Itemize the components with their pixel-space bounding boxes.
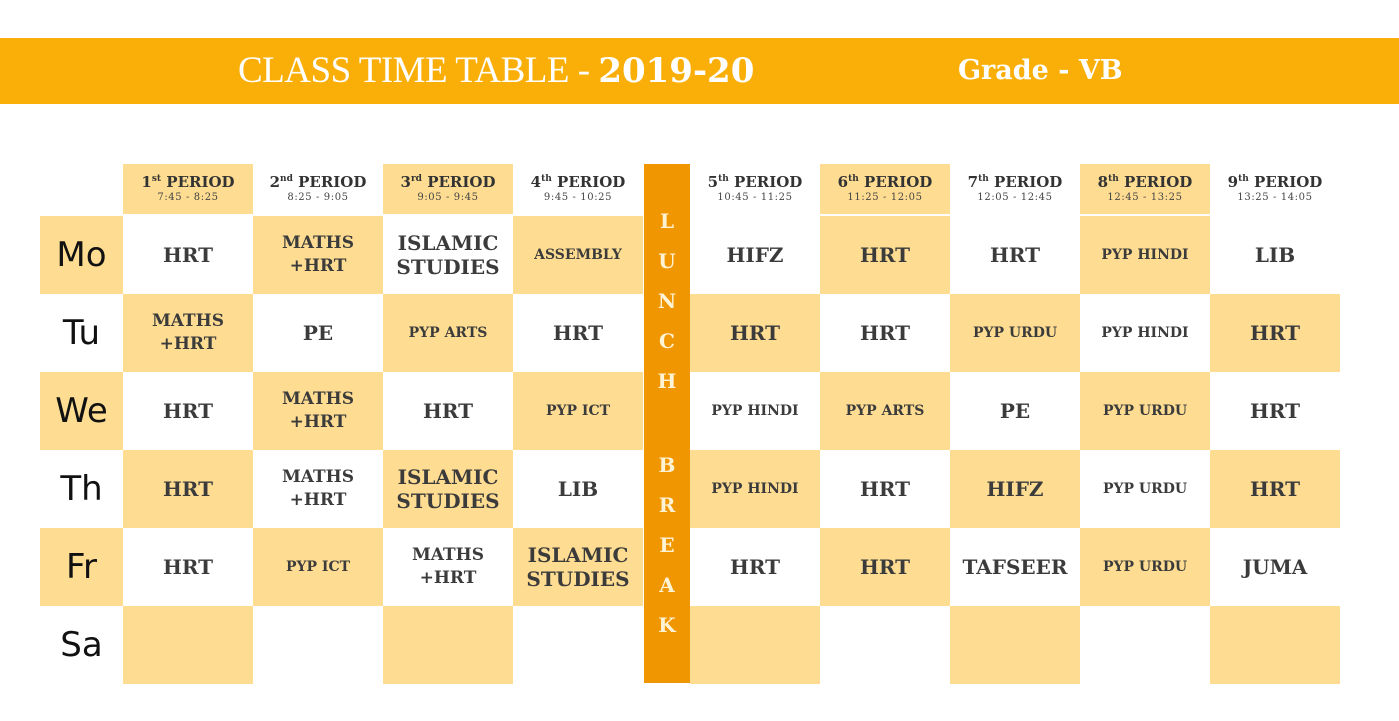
timetable-cell [123, 450, 253, 528]
timetable-cell [513, 450, 643, 528]
subject-text: HRT [552, 321, 604, 345]
subject-text: PYP HINDI [1101, 325, 1189, 341]
title-main: CLASS TIME TABLE - [238, 50, 599, 91]
period-label: PERIOD [161, 173, 235, 191]
timetable-cell [383, 216, 513, 294]
subject-text: HRT [859, 243, 911, 267]
timetable-cell [950, 372, 1080, 450]
timetable-cell [383, 528, 513, 606]
timetable-cell [253, 528, 383, 606]
period-name [531, 173, 626, 191]
subject-text: PYP ARTS [408, 325, 488, 341]
period-header [253, 164, 383, 214]
period-label: PERIOD [858, 173, 933, 191]
timetable-cell [1080, 528, 1210, 606]
period-time: 7:45 - 8:25 [157, 192, 219, 203]
period-time: 12:45 - 13:25 [1107, 192, 1183, 203]
timetable-cell [513, 294, 643, 372]
timetable-cell [1210, 372, 1340, 450]
subject-text: HRT [162, 399, 214, 423]
timetable-cell [820, 606, 950, 684]
period-name [401, 173, 496, 191]
timetable-cell [820, 528, 950, 606]
period-header [1080, 164, 1210, 214]
lunch-letter: A [659, 573, 675, 597]
subject-text: PYP HINDI [711, 481, 799, 497]
timetable-cell [1080, 606, 1210, 684]
timetable-cell [123, 528, 253, 606]
timetable-cell [513, 528, 643, 606]
subject-text: HRT [422, 399, 474, 423]
timetable-cell [383, 450, 513, 528]
grade-label: Grade - VB [958, 55, 1123, 86]
title-banner [0, 38, 1399, 104]
subject-text: LIB [1254, 243, 1296, 267]
day-label: Fr [40, 528, 123, 606]
period-number: 9 [1227, 173, 1239, 191]
period-number: 1 [141, 173, 152, 191]
timetable-cell [383, 606, 513, 684]
timetable-cell [383, 372, 513, 450]
timetable-cell [253, 216, 383, 294]
subject-text: ISLAMIC STUDIES [396, 465, 500, 513]
period-ordinal: th [1108, 174, 1119, 184]
timetable-cell [513, 216, 643, 294]
period-time: 10:45 - 11:25 [717, 192, 793, 203]
period-time: 13:25 - 14:05 [1237, 192, 1313, 203]
period-header [690, 164, 820, 214]
period-name [1228, 173, 1323, 191]
timetable-cell [820, 450, 950, 528]
period-label: PERIOD [1248, 173, 1323, 191]
timetable-cell [123, 606, 253, 684]
subject-text: MATHS +HRT [151, 311, 225, 354]
timetable-cell [690, 450, 820, 528]
day-label: Mo [40, 216, 123, 294]
period-label: PERIOD [728, 173, 803, 191]
period-ordinal: th [1238, 174, 1249, 184]
timetable-cell [690, 606, 820, 684]
subject-text: HRT [859, 477, 911, 501]
timetable-cell [820, 372, 950, 450]
timetable-cell [950, 216, 1080, 294]
timetable-cell [1210, 450, 1340, 528]
period-name [838, 173, 933, 191]
period-header [820, 164, 950, 214]
period-label: PERIOD [1118, 173, 1193, 191]
subject-text: PYP HINDI [1101, 247, 1189, 263]
day-label: Th [40, 450, 123, 528]
subject-text: HRT [162, 477, 214, 501]
timetable-cell [950, 294, 1080, 372]
period-ordinal: th [718, 174, 729, 184]
subject-text: HIFZ [726, 243, 784, 267]
timetable-cell [950, 606, 1080, 684]
day-label: Sa [40, 606, 123, 684]
timetable-cell [950, 450, 1080, 528]
timetable-cell [1080, 372, 1210, 450]
subject-text: HRT [729, 321, 781, 345]
subject-text: HRT [162, 555, 214, 579]
period-ordinal: th [978, 174, 989, 184]
timetable-cell [123, 216, 253, 294]
lunch-letter: C [659, 329, 675, 353]
period-name [968, 173, 1063, 191]
timetable-cell [253, 372, 383, 450]
timetable-cell [513, 372, 643, 450]
subject-text: HRT [729, 555, 781, 579]
period-ordinal: st [151, 174, 162, 184]
subject-text: ISLAMIC STUDIES [526, 543, 630, 591]
timetable-cell [513, 606, 643, 684]
page-title [238, 48, 754, 94]
subject-text: TAFSEER [962, 555, 1068, 579]
timetable-cell [820, 216, 950, 294]
timetable-cell [1080, 294, 1210, 372]
timetable-cell [690, 528, 820, 606]
subject-text: HRT [162, 243, 214, 267]
timetable-cell [1210, 294, 1340, 372]
period-time: 12:05 - 12:45 [977, 192, 1053, 203]
period-time: 9:45 - 10:25 [543, 192, 613, 203]
timetable-cell [123, 294, 253, 372]
timetable-cell [1210, 528, 1340, 606]
period-label: PERIOD [551, 173, 626, 191]
period-header [383, 164, 513, 214]
period-name [708, 173, 803, 191]
period-number: 8 [1097, 173, 1109, 191]
subject-text: PYP URDU [1102, 403, 1188, 419]
day-label: Tu [40, 294, 123, 372]
subject-text: HRT [989, 243, 1041, 267]
subject-text: PYP URDU [972, 325, 1058, 341]
timetable-cell [820, 294, 950, 372]
subject-text: PYP ICT [285, 559, 351, 575]
subject-text: PYP HINDI [711, 403, 799, 419]
period-number: 3 [400, 173, 411, 191]
timetable-cell [253, 450, 383, 528]
subject-text: HIFZ [986, 477, 1044, 501]
subject-text: HRT [859, 321, 911, 345]
lunch-break-bar [644, 164, 690, 683]
period-number: 4 [530, 173, 542, 191]
period-name [1098, 173, 1193, 191]
subject-text: LIB [557, 477, 599, 501]
lunch-letter: E [659, 533, 675, 557]
timetable-cell [1210, 216, 1340, 294]
subject-text: HRT [859, 555, 911, 579]
subject-text: PYP ARTS [845, 403, 925, 419]
period-number: 5 [707, 173, 719, 191]
lunch-letter: R [658, 493, 676, 517]
period-header [123, 164, 253, 214]
subject-text: PYP URDU [1102, 559, 1188, 575]
timetable-cell [1080, 216, 1210, 294]
period-name [270, 173, 367, 191]
subject-text: MATHS +HRT [281, 233, 355, 276]
period-label: PERIOD [988, 173, 1063, 191]
period-time: 8:25 - 9:05 [287, 192, 349, 203]
subject-text: ISLAMIC STUDIES [396, 231, 500, 279]
period-number: 2 [269, 173, 281, 191]
timetable-cell [1210, 606, 1340, 684]
period-time: 9:05 - 9:45 [417, 192, 479, 203]
period-number: 6 [837, 173, 849, 191]
period-ordinal: th [541, 174, 552, 184]
subject-text: HRT [1249, 321, 1301, 345]
timetable-cell [690, 294, 820, 372]
period-time: 11:25 - 12:05 [847, 192, 923, 203]
period-header [950, 164, 1080, 214]
subject-text: ASSEMBLY [534, 247, 622, 263]
subject-text: PE [999, 399, 1031, 423]
timetable-cell [950, 528, 1080, 606]
subject-text: PYP ICT [545, 403, 611, 419]
timetable-cell [123, 372, 253, 450]
timetable-cell [383, 294, 513, 372]
period-ordinal: th [848, 174, 859, 184]
timetable-cell [1080, 450, 1210, 528]
lunch-letter: K [658, 613, 676, 637]
lunch-letter: N [657, 289, 677, 313]
subject-text: HRT [1249, 399, 1301, 423]
subject-text: HRT [1249, 477, 1301, 501]
lunch-letter: B [658, 453, 676, 477]
subject-text: MATHS +HRT [411, 545, 485, 588]
subject-text: MATHS +HRT [281, 389, 355, 432]
timetable-cell [253, 606, 383, 684]
period-label: PERIOD [421, 173, 496, 191]
title-year: 2019-20 [598, 51, 755, 91]
period-ordinal: nd [280, 174, 293, 184]
timetable-cell [253, 294, 383, 372]
period-header [513, 164, 643, 214]
day-label: We [40, 372, 123, 450]
period-name [141, 173, 234, 191]
timetable-cell [690, 372, 820, 450]
period-label: PERIOD [292, 173, 367, 191]
lunch-letter: L [659, 209, 675, 233]
lunch-letter: H [657, 369, 677, 393]
timetable-cell [690, 216, 820, 294]
period-number: 7 [967, 173, 979, 191]
subject-text: PE [302, 321, 334, 345]
period-header [1210, 164, 1340, 214]
period-ordinal: rd [410, 174, 422, 184]
subject-text: PYP URDU [1102, 481, 1188, 497]
lunch-letter: U [658, 249, 676, 273]
subject-text: MATHS +HRT [281, 467, 355, 510]
subject-text: JUMA [1242, 555, 1308, 579]
